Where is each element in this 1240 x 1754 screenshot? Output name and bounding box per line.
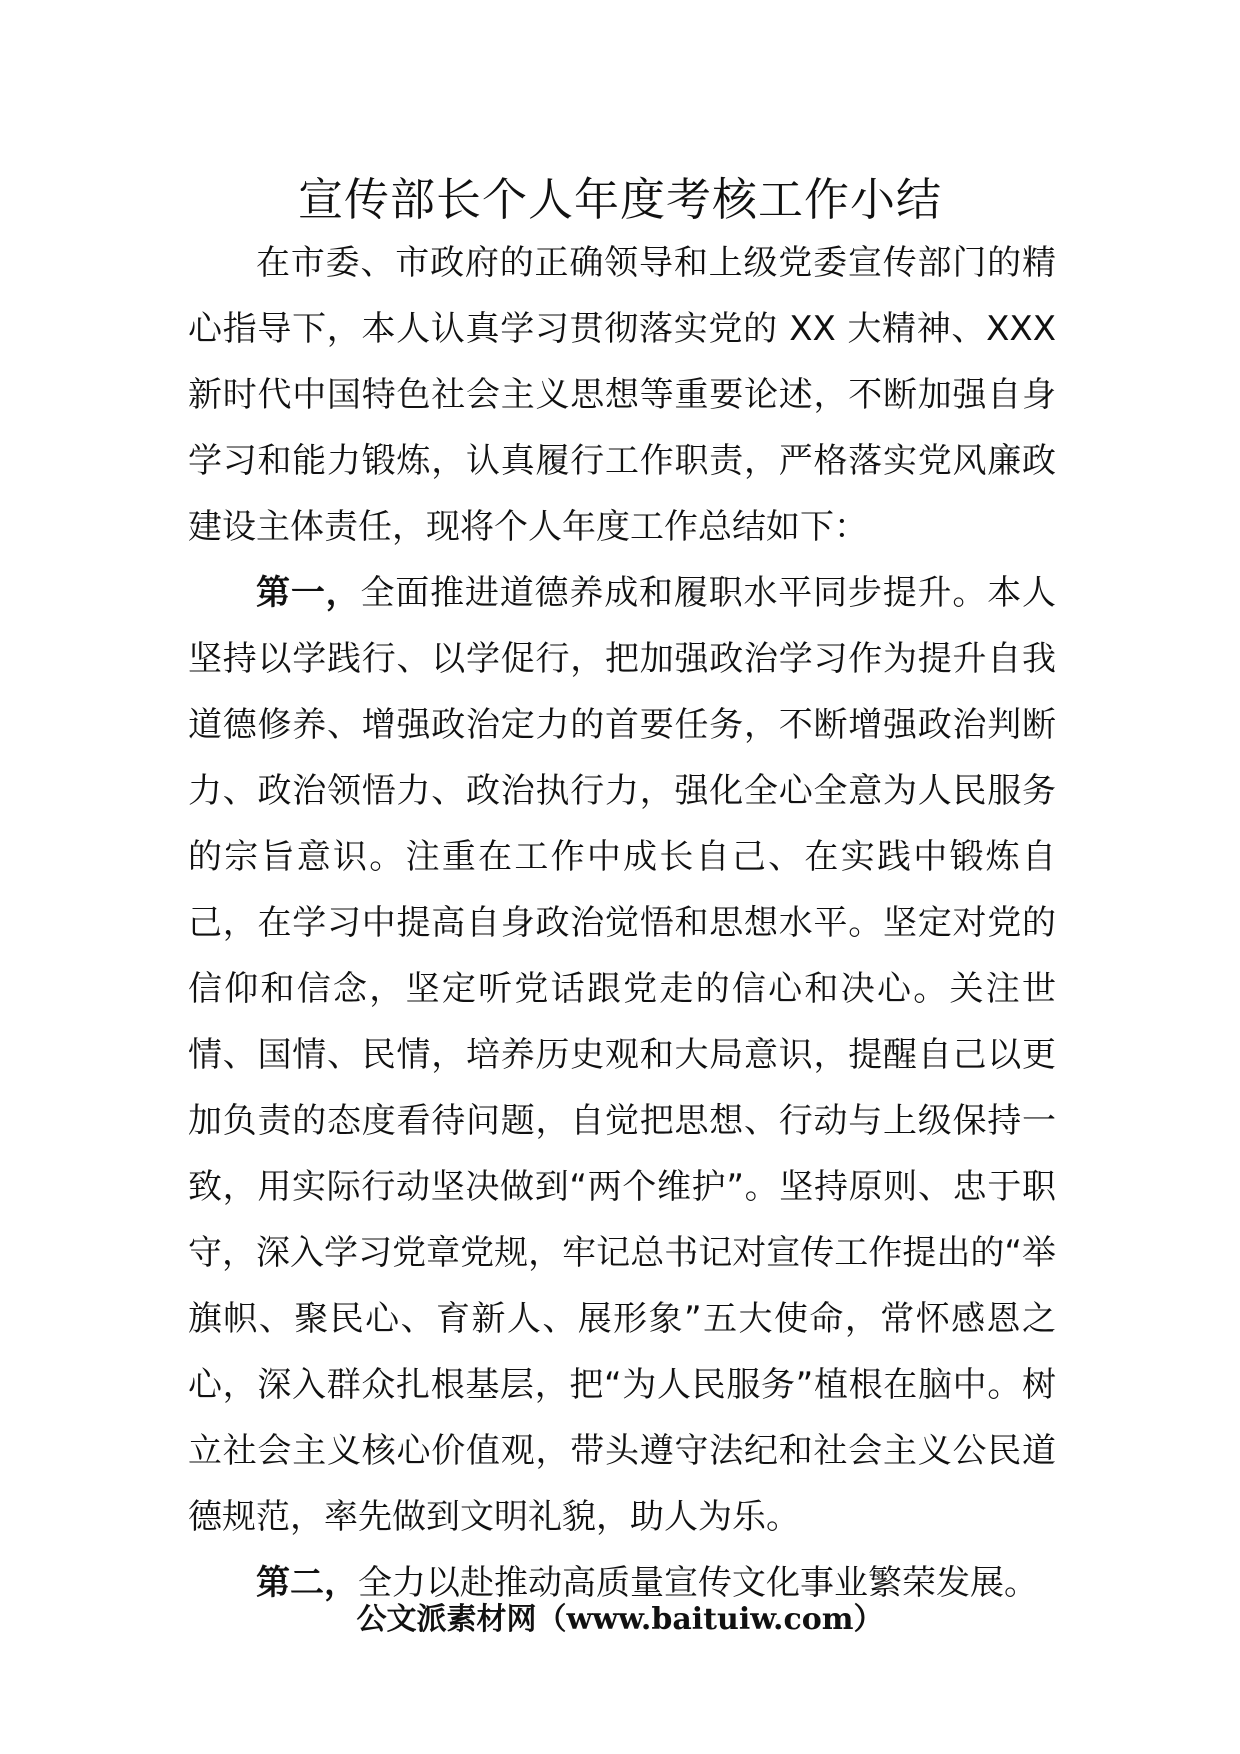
paragraph-first (188, 560, 1056, 1550)
paragraph-text: 全力以赴推动高质量宣传文化事业繁荣发展。 (358, 1563, 1038, 1603)
footer-source: 公文派素材网（www.baituiw.com） (356, 1602, 884, 1637)
paragraph-lead: 第二， (256, 1563, 358, 1603)
paragraph-intro (188, 230, 1056, 560)
page-title: 宣传部长个人年度考核工作小结 (297, 173, 942, 226)
paragraph-text: 全面推进道德养成和履职水平同步提升。本人坚持以学践行、以学促行，把加强政治学习作为提升自我道德修养、增强政治定力的首要任务，不断增强政治判断力、政治领悟力、政治执行力，强化全心全意为人民服务的宗旨意识。注重在工作中成长自己、在实践中锻炼自己，在学习中提高自身政治觉悟和思想水平。坚定对党的信仰和信念，坚定听党话跟党走的信心和决心。关注世情、国情、民情，培养历史观和大局意识，提醒自己以更加负责的态度看待问题，自觉把思想、行动与上级保持一致，用实际行动坚决做到“两个维护”。坚持原则、忠于职守，深入学习党章党规，牢记总书记对宣传工作提出的“举旗帜、聚民心、育新人、展形象”五大使命，常怀感恩之心，深入群众扎根基层，把“为人民服务”植根在脑中。树立社会主义核心价值观，带头遵守法纪和社会主义公民道德规范，率先做到文明礼貌，助人为乐。 (188, 573, 1057, 1537)
paragraph-text: 在市委、市政府的正确领导和上级党委宣传部门的精心指导下，本人认真学习贯彻落实党的 XX 大精神、XXX 新时代中国特色社会主义思想等重要论述，不断加强自身学习和能力锻炼，认真履行工作职责，严格落实党风廉政建设主体责任，现将个人年度工作总结如下： (188, 243, 1056, 547)
paragraph-lead: 第一， (256, 573, 361, 613)
document-body (188, 230, 1056, 1616)
